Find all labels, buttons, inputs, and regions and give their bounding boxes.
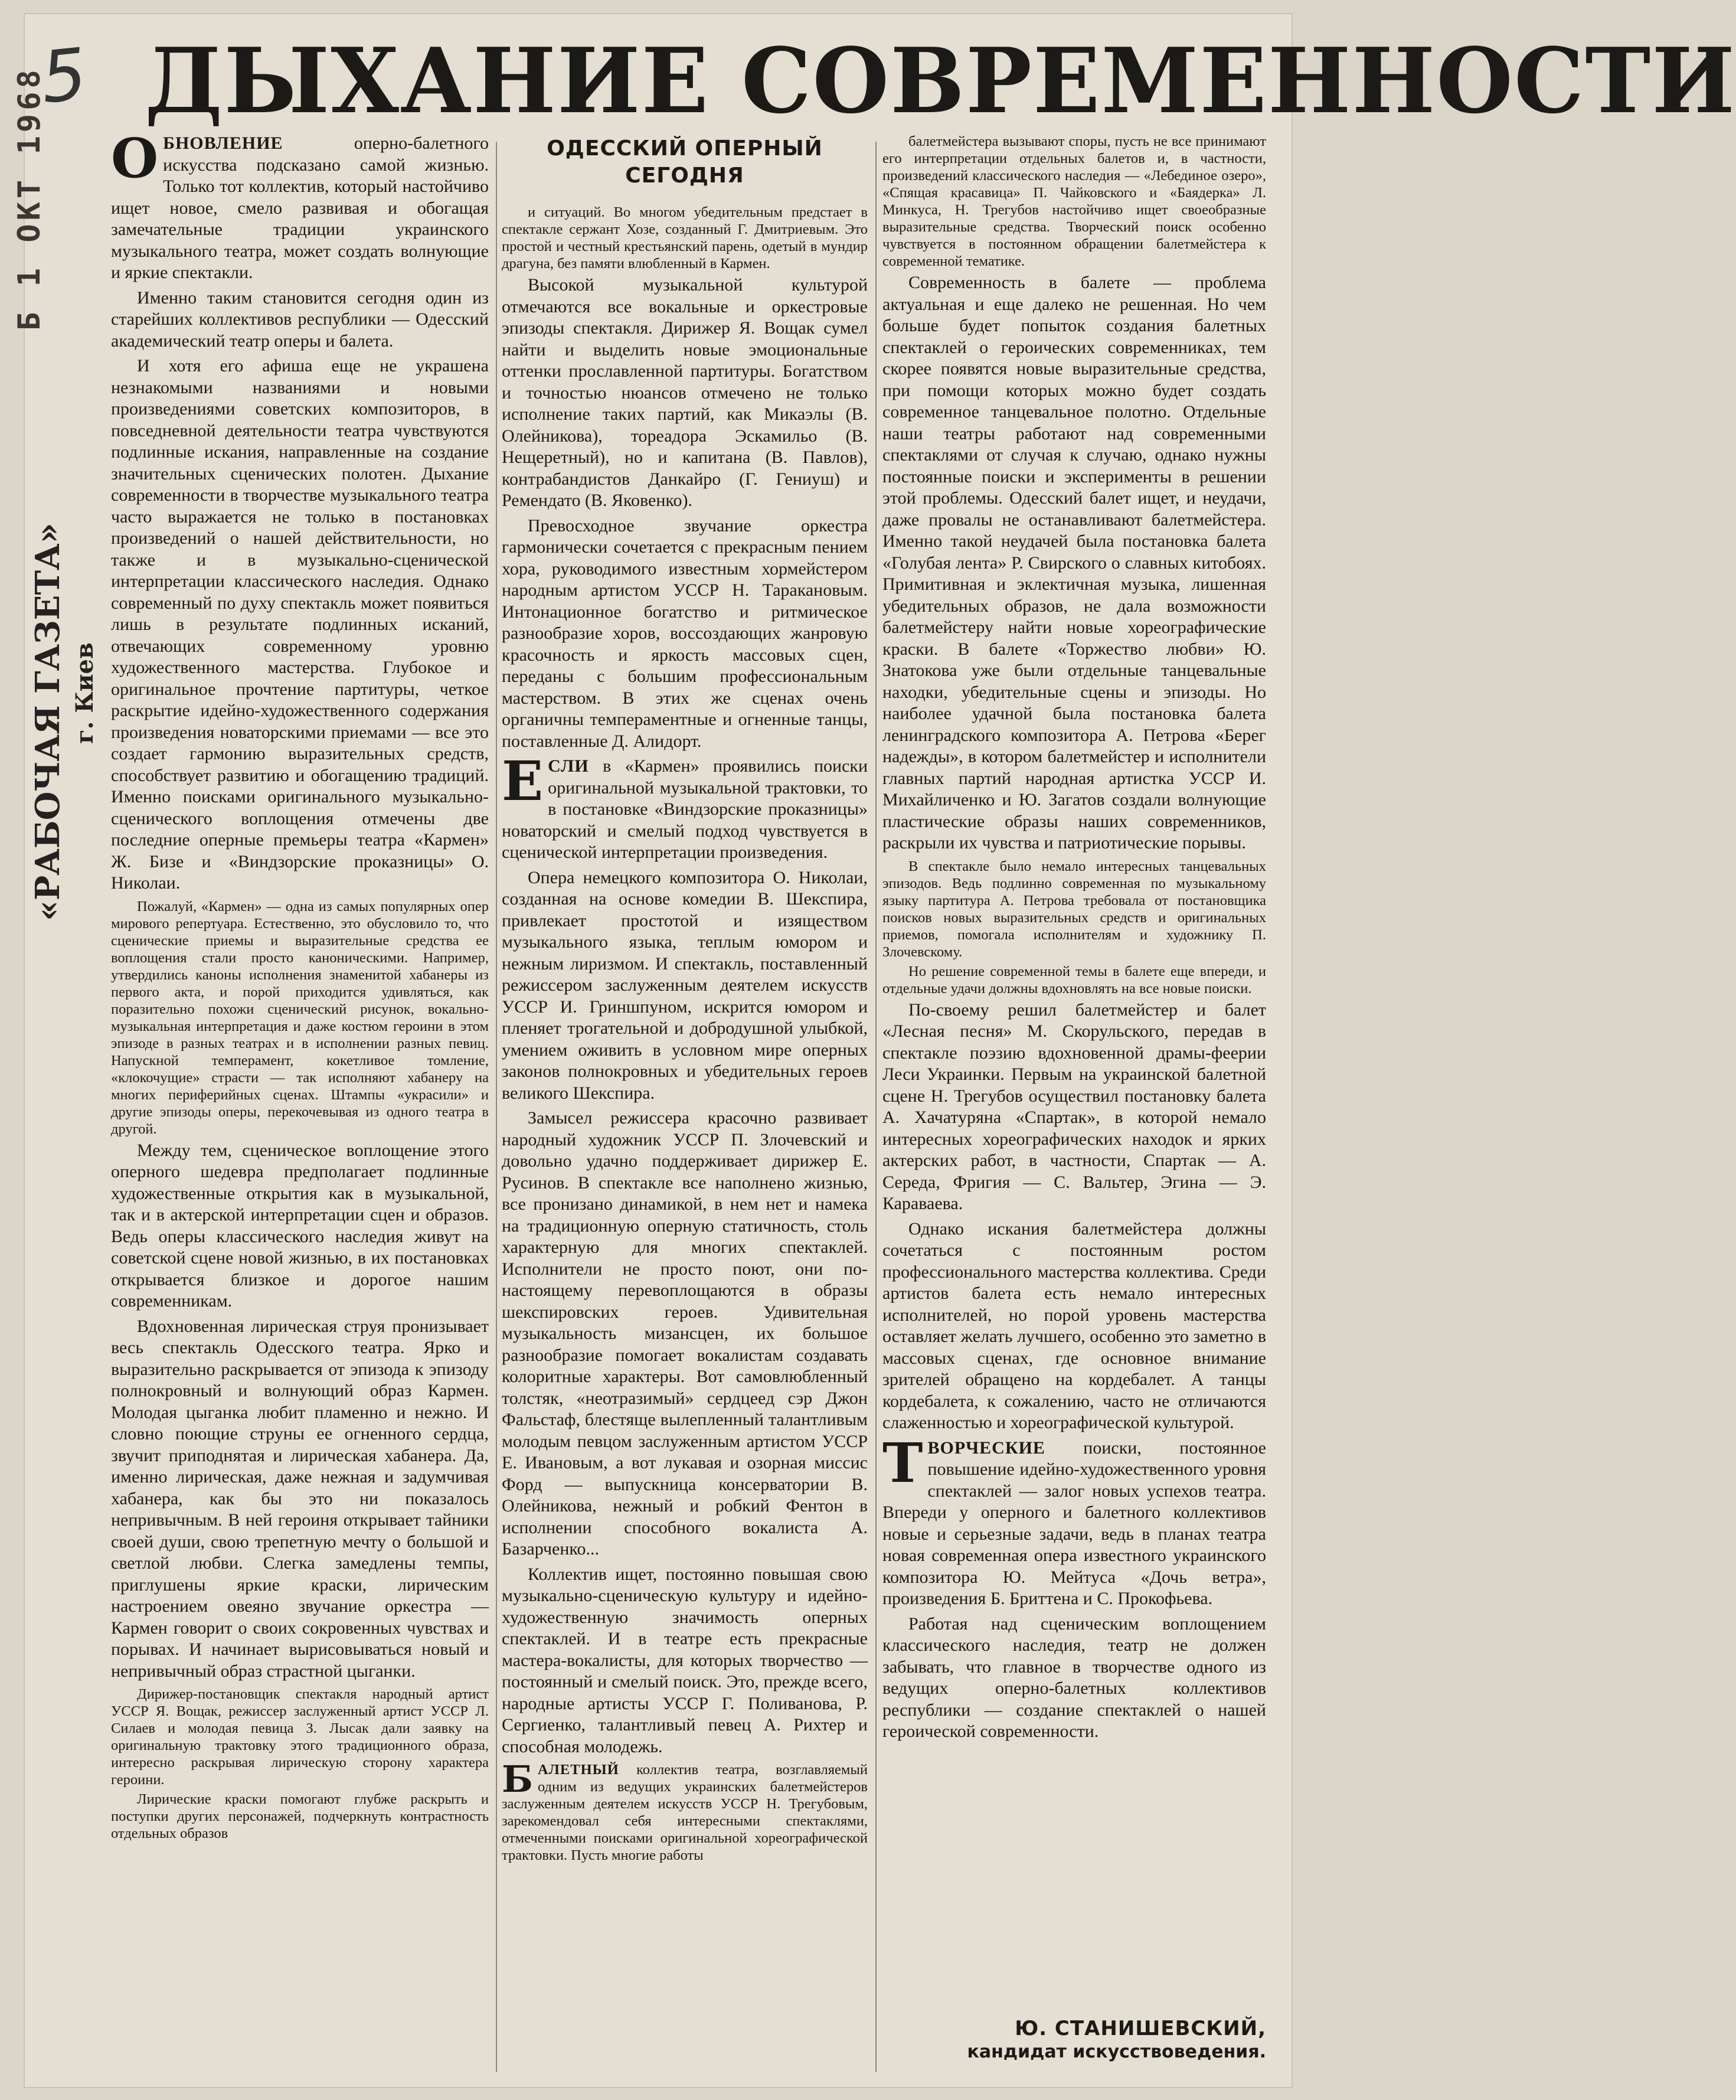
paragraph <box>502 749 868 864</box>
paragraph: И хотя его афиша еще не украшена незнакомыми названиями и новыми произведениями советских композиторов, в повседневной деятельности театра чувствуются подлинные искания, направленные на создание значительных сценических полотен. Дыхание современности в творчестве музыкального театра часто выражается не только в постановках произведений о нашей действительности, но также и в музыкально-сценической интерпретации классического наследия. Однако современный по духу спектакль может появиться лишь в результате подлинных исканий, отвечающих современному уровню художественного мастерства. Глубокое и оригинальное прочтение партитуры, четкое раскрытие идейно-художественного содержания произведения новаторскими приемами — все это создает гармонию выразительных средств, способствует развитию и обогащению традиций. Именно поисками оригинального музыкально-сценического воплощения отмечены две последние оперные премьеры театра «Кармен» Ж. Бизе и «Виндзорские проказницы» О. Николаи. <box>111 356 489 893</box>
author-title: кандидат искусствоведения. <box>967 2042 1266 2062</box>
paragraph: Замысел режиссера красочно развивает народный художник УССР П. Злочевский и довольно удачно поддерживает дирижер Е. Русинов. В спектакле все наполнено жизнью, все пронизано динамикой, в нем нет и намека на традиционную оперную статичность, столь характерную для многих спектаклей. Исполнители не просто поют, они по-настоящему перевоплощаются в образы шекспировских героев. Удивительная музыкальность мизансцен, их большое разнообразие помогает вокалистам создавать колоритные характеры. Вот самовлюбленный толстяк, «неотразимый» сердцеед сэр Джон Фальстаф, блестяще вылепленный талантливым молодым певцом заслуженным артистом УССР Е. Ивановым, а вот лукавая и озорная миссис Форд — выпускница консерватории В. Олейникова, нежный и робкий Фентон в исполнении способного вокалиста А. Базарченко... <box>502 1108 868 1559</box>
paragraph: Работая над сценическим воплощением классического наследия, театр не должен забывать, что главное в творчестве одного из ведущих оперно-балетных коллективов республики — создание спектаклей о нашей героической современности. <box>882 1614 1266 1741</box>
paragraph <box>882 1431 1266 1610</box>
page-number-mark: 5 <box>37 33 91 120</box>
stamp-source: «РАБОЧАЯ ГАЗЕТА» <box>28 522 67 921</box>
paragraph-text: поиски, постоянное повышение идейно-художественного уровня спектаклей — залог новых успехов театра. Впереди у оперного и балетного коллективов новые и серьезные задачи, ведь в планах театра новая современная опера известного украинского композитора Ю. Мейтуса «Дочь ветра», произведения Б. Бриттена и С. Прокофьева. <box>882 1438 1266 1608</box>
lead-word: БНОВЛЕНИЕ <box>163 133 283 153</box>
paragraph-small: Но решение современной темы в балете еще впереди, и отдельные удачи должны вдохновлять на все новые поиски. <box>882 963 1266 997</box>
paragraph-small: балетмейстера вызывают споры, пусть не все принимают его интерпретации отдельных балетов и, в частности, произведений классического наследия — «Лебединое озеро», «Спящая красавица» П. Чайковского и «Баядерка» Л. Минкуса, Н. Трегубов настойчиво ищет своеобразные выразительные средства. Творческий поиск особенно чувствуется в постоянном обращении балетмейстера к современной тематике. <box>882 133 1266 269</box>
drop-cap: Е <box>502 749 544 813</box>
article-subheading: ОДЕССКИЙ ОПЕРНЫЙ СЕГОДНЯ <box>547 136 823 188</box>
paragraph: Современность в балете — проблема актуальная и еще далеко не решенная. Но чем больше будет попыток создания балетных спектаклей о героических современниках, тем скорее появятся новые выразительные средства, при помощи которых можно будет создать современное танцевальное полотно. Отдельные наши театры работают над современными спектаклями от случая к случаю, однако нужны постоянные поиски и эксперименты в решении этой проблемы. Одесский балет ищет, и неудачи, даже провалы не останавливают балетмейстера. Именно такой неудачей была постановка балета «Голубая лента» Р. Свирского о славных китобоях. Примитивная и эклектичная музыка, лишенная убедительных образов, не дала возможности балетмейстеру найти новые хореографические краски. В балете «Торжество любви» Ю. Знатокова уже были отдельные танцевальные находки, убедительные сцены и эпизоды. Но наиболее удачной была постановка балета ленинградского композитора А. Петрова «Берег надежды», в котором балетмейстер и исполнители главных партий народная артистка УССР И. Михайличенко и Ю. Загатов создали волнующие пластические образы наших современников, раскрыли их чувства и патриотические порывы. <box>882 273 1266 853</box>
author-signature <box>882 2016 1266 2063</box>
paragraph: Вдохновенная лирическая струя пронизывает весь спектакль Одесского театра. Ярко и выразительно раскрывается от эпизода к эпизоду полнокровный и волнующий образ Кармен. Молодая цыганка любит пламенно и нежно. И словно поющие струны ее огненного сердца, звучит приподнятая и лирическая хабанера. Да, именно лирическая, даже нежная и задумчивая хабанера, как бы это ни показалось непривычным. В ней героиня открывает тайники своей души, свою трепетную мечту о большой и светлой любви. Слегка замедлены темпы, приглушены яркие краски, лирическим настроением овеяно звучание оркестра — Кармен говорит о своих сокровенных чувствах и порывах. И начинает вырисовываться новый и непривычный образ страстной цыганки. <box>111 1316 489 1681</box>
paragraph: По-своему решил балетмейстер и балет «Лесная песня» М. Скорульского, передав в спектакле поэзию вдохновенной драмы-феерии Леси Украинки. Первым на украинской балетной сцене Н. Трегубов осуществил постановку балета А. Хачатуряна «Спартак», в которой немало интересных хореографических находок и ярких актерских работ, в частности, Спартак — А. Середа, Фригия — С. Вальтер, Эгина — Э. Караваева. <box>882 1000 1266 1213</box>
article-column-3 <box>882 133 1266 2010</box>
paragraph-text: коллектив театра, возглавляемый одним из ведущих украинских балетмейстеров заслуженным деятелем искусств УССР Н. Трегубовым, зарекомендовал себя интересными спектаклями, отмеченными поисками оригинальной хореографической трактовки. Пусть многие работы <box>502 1762 868 1863</box>
article-column-1 <box>111 126 489 2075</box>
paragraph: Между тем, сценическое воплощение этого оперного шедевра предполагает подлинные художественные открытия как в музыкальной, так и в актерской интерпретации сцен и образов. Ведь оперы классического наследия живут на советской сцене новой жизнью, в их постановках открывается близкое и дорогое нашим современникам. <box>111 1140 489 1311</box>
paragraph: Опера немецкого композитора О. Николаи, созданная на основе комедии В. Шекспира, привлекает простотой и изяществом музыкального языка, теплым юмором и нежным лиризмом. И спектакль, поставленный режиссером заслуженным деятелем искусств УССР И. Гриншпуном, искрится юмором и пленяет трогательной и добродушной улыбкой, умением оживить в условном мире оперных законов полнокровных и убедительных героев великого Шекспира. <box>502 867 868 1103</box>
stamp-city: г. Киев <box>71 642 99 744</box>
paragraph <box>111 126 489 284</box>
paragraph: Коллектив ищет, постоянно повышая свою музыкально-сценическую культуру и идейно-художественную значимость оперных спектаклей. И в театре есть прекрасные мастера-вокалисты, для которых творчество — постоянный и смелый поиск. Это, прежде всего, народные артисты УССР Г. Поливанова, Р. Сергиенко, талантливый певец А. Рихтер и способная молодежь. <box>502 1564 868 1756</box>
stamp-date: Б 1 ОКТ 1968 <box>12 66 47 331</box>
author-name: Ю. СТАНИШЕВСКИЙ, <box>1015 2017 1266 2040</box>
paragraph-small: Пожалуй, «Кармен» — одна из самых популярных опер мирового репертуара. Естественно, это обусловило то, что сценические приемы и выразительные средства ее воплощения стали просто каноническими. Например, утвердились каноны исполнения знаменитой хабанеры из первого акта, и порой приходится удивляться, как поразительно похожи сценический рисунок, вокально-музыкальная интерпретация и даже костюм героини в этом эпизоде в разных театрах и в исполнении разных певиц. Напускной темперамент, кокетливое томление, «клокочущие» страсти — так исполняют хабанеру на многих периферийных сценах. Штампы «украсили» и другие эпизоды оперы, перекочевывая из одного театра в другой. <box>111 898 489 1137</box>
paragraph-small: В спектакле было немало интересных танцевальных эпизодов. Ведь подлинно современная по музыкальному языку партитура А. Петрова требовала от постановщика поисков новых выразительных средств и оригинальных приемов, помогала исполнителям и художнику П. Злочевскому. <box>882 858 1266 960</box>
paragraph-small: Дирижер-постановщик спектакля народный артист УССР Я. Вощак, режиссер заслуженный артист УССР Л. Силаев и молодая певица З. Лысак дали заявку на оригинальную трактовку этого традиционного образа, интересно раскрывая лирическую сторону характера героини. <box>111 1686 489 1788</box>
lead-word: ВОРЧЕСКИЕ <box>927 1438 1045 1458</box>
lead-word: АЛЕТНЫЙ <box>537 1762 619 1778</box>
paragraph-small: и ситуаций. Во многом убедительным предстает в спектакле сержант Хозе, созданный Г. Дмитриевым. Это простой и честный крестьянский парень, одетый в мундир драгуна, без памяти влюбленный в Кармен. <box>502 204 868 272</box>
paragraph-small: Лирические краски помогают глубже раскрыть и поступки других персонажей, подчеркнуть контрастность отдельных образов <box>111 1791 489 1841</box>
article-column-2 <box>502 133 868 2075</box>
column-rule <box>875 142 877 2072</box>
drop-cap: О <box>111 126 159 190</box>
paragraph: Превосходное звучание оркестра гармонически сочетается с прекрасным пением хора, руководимого известным хормейстером народным артистом УССР Н. Таракановым. Интонационное богатство и ритмическое разнообразие хоров, воссоздающих жанровую красочность и яркость массовых сцен, переданы с большим профессиональным мастерством. В этих же сценах очень органичны темпераментные и огненные танцы, поставленные Д. Алидорт. <box>502 515 868 751</box>
paragraph: Однако искания балетмейстера должны сочетаться с постоянным ростом профессионального мастерства коллектива. Среди артистов балета есть немало интересных исполнителей, но порой уровень мастерства оставляет желать лучшего, особенно это заметно в массовых сценах, где основное внимание зрителей обращено на кордебалет. А танцы кордебалета, к сожалению, часто не отличаются слаженностью и хореографической культурой. <box>882 1219 1266 1432</box>
column-rule <box>496 142 497 2072</box>
article-headline: ДЫХАНИЕ СОВРЕМЕННОСТИ <box>145 28 1736 133</box>
paragraph-text: в «Кармен» проявились поиски оригинальной музыкальной трактовки, то в постановке «Виндзорские проказницы» новаторский и смелый подход чувствуется в сценической интерпретации произведения. <box>502 756 868 862</box>
drop-cap: Т <box>882 1431 923 1495</box>
paragraph-small <box>502 1758 868 1864</box>
paragraph-text: оперно-балетного искусства подсказано самой жизнью. Только тот коллектив, который настойчиво ищет новое, смело развивая и обогащая замечательные традиции украинского музыкального театра, может создать волнующие и яркие спектакли. <box>111 133 489 282</box>
paragraph: Именно таким становится сегодня один из старейших коллективов республики — Одесский академический театр оперы и балета. <box>111 288 489 351</box>
paragraph: Высокой музыкальной культурой отмечаются все вокальные и оркестровые эпизоды спектакля. Дирижер Я. Вощак сумел найти и выделить новые эмоциональные оттенки прославленной партитуры. Богатством и точностью нюансов отмечено не только исполнение таких партий, как Микаэлы (В. Олейникова), тореадора Эскамильо (В. Нещеретный), но и капитана (В. Павлов), контрабандистов Данкайро (Г. Гениуш) и Ремендато (В. Яковенко). <box>502 275 868 510</box>
drop-cap: Б <box>502 1758 533 1801</box>
lead-word: СЛИ <box>548 756 589 776</box>
